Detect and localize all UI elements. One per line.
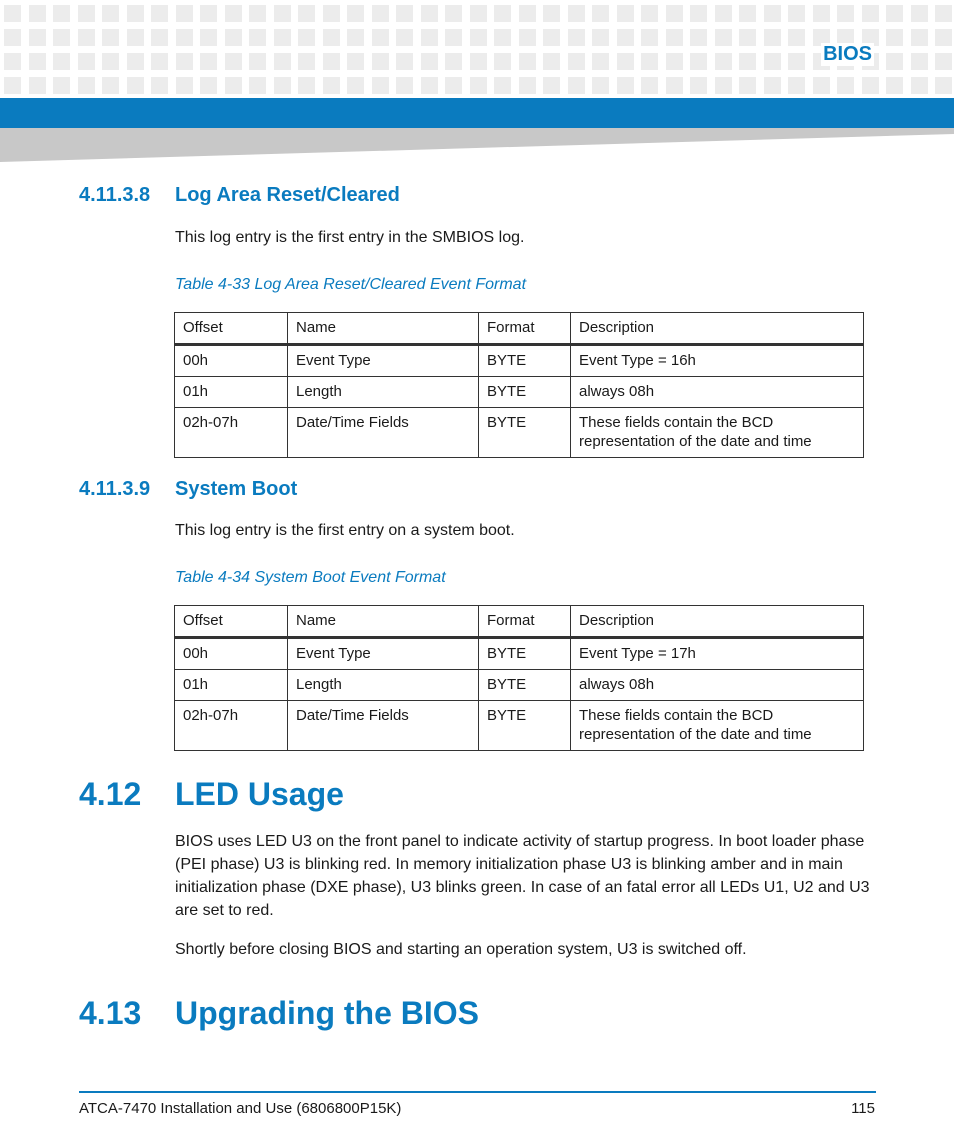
grid-square xyxy=(935,5,952,22)
grid-square xyxy=(151,5,168,22)
grid-square xyxy=(225,5,242,22)
grid-square xyxy=(837,77,854,94)
table-header-cell: Name xyxy=(288,313,479,345)
grid-square xyxy=(127,77,144,94)
table-caption: Table 4-34 System Boot Event Format xyxy=(175,569,446,586)
grid-square xyxy=(347,53,364,70)
grid-square xyxy=(78,5,95,22)
grid-square xyxy=(29,29,46,46)
table-row xyxy=(175,408,864,458)
table-cell: Date/Time Fields xyxy=(288,408,479,458)
grid-square xyxy=(445,53,462,70)
grid-square xyxy=(641,77,658,94)
table-cell: BYTE xyxy=(479,670,571,701)
table-cell: 01h xyxy=(175,377,288,408)
table-cell: 01h xyxy=(175,670,288,701)
grid-square xyxy=(470,5,487,22)
grid-square xyxy=(4,77,21,94)
grid-square xyxy=(568,29,585,46)
grid-square xyxy=(274,5,291,22)
grid-square xyxy=(592,77,609,94)
grid-square xyxy=(739,77,756,94)
grid-square xyxy=(617,53,634,70)
grid-square xyxy=(568,53,585,70)
led-usage-paragraph-1: BIOS uses LED U3 on the front panel to indicate activity of startup progress. In boot loader phase (PEI phase) U3 is blinking red. In memory initialization phase U3 is blinking amber and in main initialization phase (DXE phase), U3 blinks green. In case of an fatal error all LEDs U1, U2 and U3 are set to red. xyxy=(175,833,870,919)
grid-square xyxy=(666,29,683,46)
table-cell: These fields contain the BCD representation of the date and time xyxy=(571,408,864,458)
grid-square xyxy=(151,77,168,94)
grid-square xyxy=(200,53,217,70)
table-cell: Event Type = 17h xyxy=(571,638,864,670)
grid-square xyxy=(396,53,413,70)
grid-square xyxy=(298,77,315,94)
grid-square xyxy=(715,77,732,94)
grid-square xyxy=(935,29,952,46)
grid-square xyxy=(739,29,756,46)
table-header-cell: Offset xyxy=(175,606,288,638)
grid-square xyxy=(151,53,168,70)
table-cell: always 08h xyxy=(571,670,864,701)
grid-square xyxy=(29,53,46,70)
grid-square xyxy=(298,5,315,22)
table-row xyxy=(175,701,864,751)
grid-square xyxy=(298,29,315,46)
grid-square xyxy=(29,5,46,22)
grid-square xyxy=(323,77,340,94)
table-caption: Table 4-33 Log Area Reset/Cleared Event Format xyxy=(175,276,527,293)
grid-square xyxy=(666,77,683,94)
grid-square xyxy=(102,77,119,94)
grid-square xyxy=(494,77,511,94)
grid-square xyxy=(494,53,511,70)
grid-square xyxy=(911,5,928,22)
grid-square xyxy=(421,5,438,22)
grid-square xyxy=(176,53,193,70)
grid-square xyxy=(886,53,903,70)
grid-square xyxy=(739,5,756,22)
grid-square xyxy=(372,53,389,70)
table-cell: Event Type xyxy=(288,345,479,377)
grid-square xyxy=(372,5,389,22)
grid-square xyxy=(813,77,830,94)
grid-square xyxy=(372,77,389,94)
grid-square xyxy=(151,29,168,46)
grid-square xyxy=(274,53,291,70)
grid-square xyxy=(4,5,21,22)
footer-document-title: ATCA-7470 Installation and Use (6806800P15K) xyxy=(79,1100,402,1117)
table-header-cell: Offset xyxy=(175,313,288,345)
table-cell: Length xyxy=(288,670,479,701)
grid-square xyxy=(788,29,805,46)
grid-square xyxy=(666,53,683,70)
grid-square xyxy=(102,5,119,22)
grid-square xyxy=(788,53,805,70)
grid-square xyxy=(886,29,903,46)
grid-square xyxy=(127,29,144,46)
table-row xyxy=(175,670,864,701)
table-cell: always 08h xyxy=(571,377,864,408)
grid-square xyxy=(347,29,364,46)
grid-square xyxy=(470,77,487,94)
grid-square xyxy=(641,5,658,22)
grid-square xyxy=(666,5,683,22)
grid-square xyxy=(127,5,144,22)
grid-square xyxy=(4,53,21,70)
table-header-cell: Format xyxy=(479,313,571,345)
section-heading-system-boot xyxy=(79,478,297,501)
grid-square xyxy=(396,5,413,22)
grid-square xyxy=(715,53,732,70)
grid-square xyxy=(935,53,952,70)
section-heading-led-usage xyxy=(79,776,344,813)
section-title: System Boot xyxy=(175,478,298,500)
grid-square xyxy=(470,53,487,70)
grid-square xyxy=(862,77,879,94)
footer-rule xyxy=(79,1091,876,1093)
grid-square xyxy=(494,5,511,22)
grid-square xyxy=(715,29,732,46)
grid-square xyxy=(200,5,217,22)
grid-square xyxy=(592,5,609,22)
table-cell: 02h-07h xyxy=(175,701,288,751)
grid-square xyxy=(837,5,854,22)
led-usage-paragraph-2: Shortly before closing BIOS and starting an operation system, U3 is switched off. xyxy=(175,941,747,958)
grid-square xyxy=(543,53,560,70)
grid-square xyxy=(788,5,805,22)
grid-square xyxy=(176,5,193,22)
grid-square xyxy=(519,29,536,46)
section-title: LED Usage xyxy=(175,776,344,812)
table-cell: BYTE xyxy=(479,408,571,458)
grid-square xyxy=(53,77,70,94)
table-cell: 02h-07h xyxy=(175,408,288,458)
grid-square xyxy=(323,53,340,70)
grid-square xyxy=(764,5,781,22)
event-format-table-4-34 xyxy=(174,605,864,751)
grid-square xyxy=(176,29,193,46)
grid-square xyxy=(519,53,536,70)
grid-square xyxy=(102,53,119,70)
grid-square xyxy=(543,77,560,94)
table-header-cell: Name xyxy=(288,606,479,638)
grid-square xyxy=(935,77,952,94)
grid-square xyxy=(519,77,536,94)
table-row xyxy=(175,345,864,377)
grid-square xyxy=(886,5,903,22)
grid-square xyxy=(911,77,928,94)
table-cell: Length xyxy=(288,377,479,408)
grid-square xyxy=(641,29,658,46)
grid-square xyxy=(78,53,95,70)
grid-square xyxy=(249,77,266,94)
table-cell: BYTE xyxy=(479,345,571,377)
grid-square xyxy=(911,53,928,70)
grid-square xyxy=(4,29,21,46)
table-cell: Date/Time Fields xyxy=(288,701,479,751)
table-row xyxy=(175,638,864,670)
grid-square xyxy=(298,53,315,70)
chapter-title: BIOS xyxy=(823,43,872,65)
grid-square xyxy=(911,29,928,46)
grid-square xyxy=(249,5,266,22)
grid-square xyxy=(739,53,756,70)
table-cell: These fields contain the BCD representation of the date and time xyxy=(571,701,864,751)
grid-square xyxy=(274,77,291,94)
grid-square xyxy=(249,53,266,70)
grid-square xyxy=(764,53,781,70)
grid-square xyxy=(445,77,462,94)
table-cell: BYTE xyxy=(479,377,571,408)
table-header-row xyxy=(175,606,864,638)
header-grid-pattern xyxy=(0,0,954,98)
table-header-row xyxy=(175,313,864,345)
table-header-cell: Description xyxy=(571,313,864,345)
section-body-text: This log entry is the first entry on a system boot. xyxy=(175,522,515,539)
section-number: 4.11.3.8 xyxy=(79,184,151,206)
grid-square xyxy=(592,53,609,70)
grid-square xyxy=(53,5,70,22)
table-header-cell: Format xyxy=(479,606,571,638)
grid-square xyxy=(617,29,634,46)
grid-square xyxy=(568,5,585,22)
grid-square xyxy=(421,29,438,46)
table-cell: BYTE xyxy=(479,701,571,751)
grid-square xyxy=(225,29,242,46)
grid-square xyxy=(323,29,340,46)
grid-square xyxy=(200,77,217,94)
grid-square xyxy=(715,5,732,22)
table-cell: 00h xyxy=(175,345,288,377)
grid-square xyxy=(29,77,46,94)
grid-square xyxy=(225,53,242,70)
grid-square xyxy=(176,77,193,94)
grid-square xyxy=(274,29,291,46)
grid-square xyxy=(445,5,462,22)
grid-square xyxy=(862,5,879,22)
grid-square xyxy=(592,29,609,46)
section-title: Log Area Reset/Cleared xyxy=(175,184,400,206)
table-cell: Event Type xyxy=(288,638,479,670)
grid-square xyxy=(764,29,781,46)
grid-square xyxy=(249,29,266,46)
grid-square xyxy=(519,5,536,22)
section-heading-log-area-reset xyxy=(79,184,400,207)
grid-square xyxy=(788,77,805,94)
grid-square xyxy=(421,77,438,94)
grid-square xyxy=(347,5,364,22)
grid-square xyxy=(78,77,95,94)
section-number: 4.13 xyxy=(79,995,142,1031)
grid-square xyxy=(886,77,903,94)
grid-square xyxy=(764,77,781,94)
grid-square xyxy=(445,29,462,46)
grid-square xyxy=(421,53,438,70)
grid-square xyxy=(396,77,413,94)
grid-square xyxy=(200,29,217,46)
grid-square xyxy=(78,29,95,46)
grid-square xyxy=(568,77,585,94)
section-title: Upgrading the BIOS xyxy=(175,995,479,1031)
table-cell: Event Type = 16h xyxy=(571,345,864,377)
page-number: 115 xyxy=(851,1100,875,1117)
grid-square xyxy=(323,5,340,22)
grid-square xyxy=(53,53,70,70)
grid-square xyxy=(617,5,634,22)
grid-square xyxy=(617,77,634,94)
grid-square xyxy=(690,77,707,94)
header-gray-wedge xyxy=(0,128,954,162)
table-cell: BYTE xyxy=(479,638,571,670)
grid-square xyxy=(813,5,830,22)
grid-square xyxy=(641,53,658,70)
table-row xyxy=(175,377,864,408)
section-heading-upgrading-bios xyxy=(79,995,479,1032)
grid-square xyxy=(225,77,242,94)
section-body-text: This log entry is the first entry in the SMBIOS log. xyxy=(175,229,525,246)
table-cell: 00h xyxy=(175,638,288,670)
grid-square xyxy=(470,29,487,46)
grid-square xyxy=(127,53,144,70)
section-number: 4.11.3.9 xyxy=(79,478,151,500)
section-number: 4.12 xyxy=(79,776,142,812)
event-format-table-4-33 xyxy=(174,312,864,458)
grid-square xyxy=(53,29,70,46)
grid-square xyxy=(102,29,119,46)
grid-square xyxy=(690,53,707,70)
table-header-cell: Description xyxy=(571,606,864,638)
grid-square xyxy=(543,5,560,22)
grid-square xyxy=(690,29,707,46)
grid-square xyxy=(543,29,560,46)
grid-square xyxy=(396,29,413,46)
grid-square xyxy=(494,29,511,46)
grid-square xyxy=(690,5,707,22)
header-blue-bar xyxy=(0,98,954,128)
grid-square xyxy=(347,77,364,94)
grid-square xyxy=(372,29,389,46)
